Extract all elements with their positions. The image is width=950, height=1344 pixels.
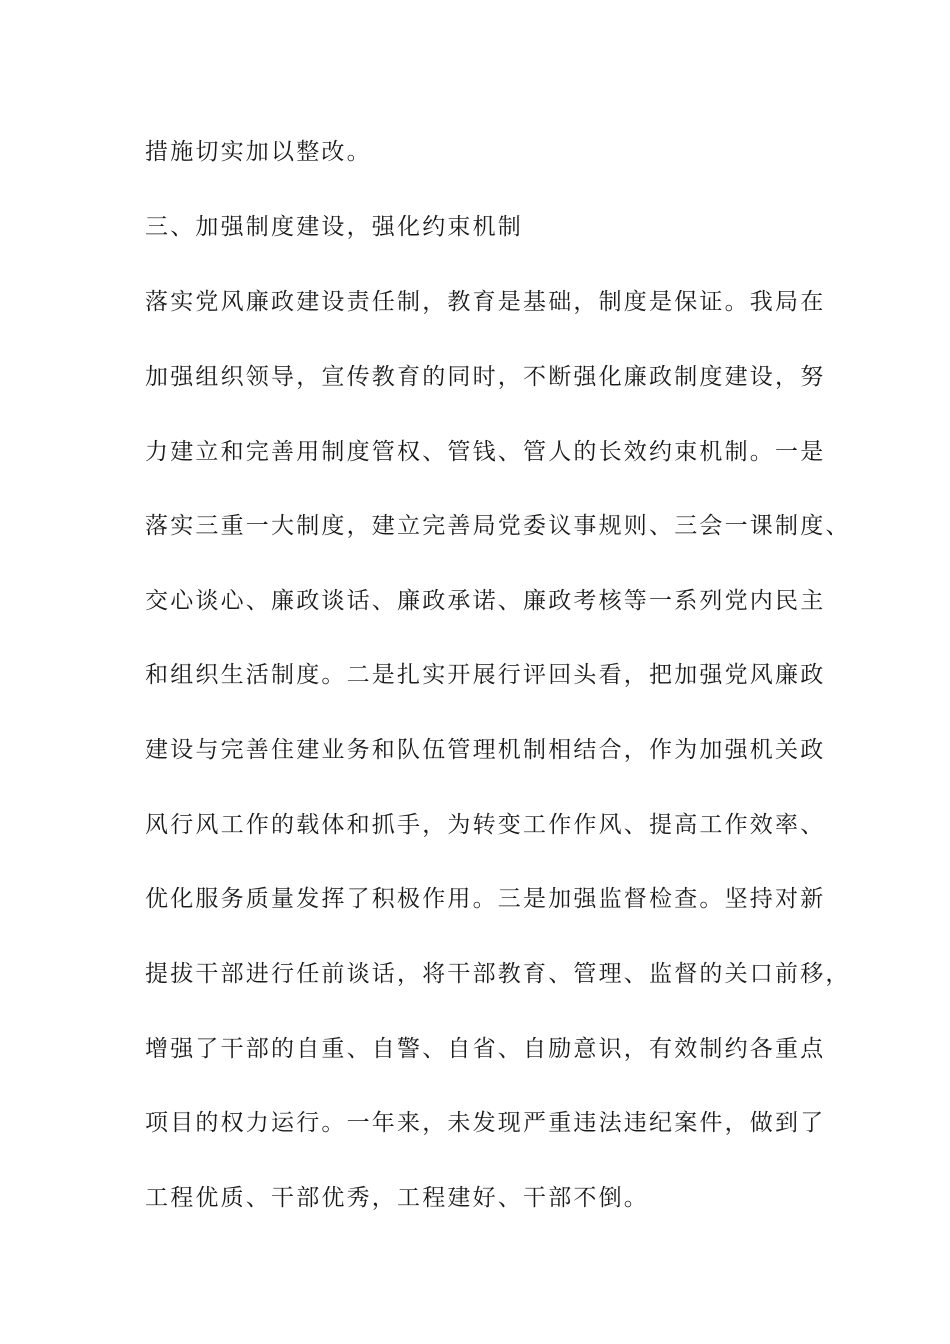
body-text-line: 优化服务质量发挥了积极作用。三是加强监督检查。坚持对新 [145,886,826,912]
body-text-line: 落实三重一大制度，建立完善局党委议事规则、三会一课制度、 [145,513,851,539]
body-text-line: 工程优质、干部优秀，工程建好、干部不倒。 [145,1185,649,1211]
body-text-line: 项目的权力运行。一年来，未发现严重违法违纪案件，做到了 [145,1110,826,1136]
body-text-line: 交心谈心、廉政谈话、廉政承诺、廉政考核等一系列党内民主 [145,588,826,614]
paragraph-continuation-line: 措施切实加以整改。 [145,139,372,165]
body-text-line: 风行风工作的载体和抓手，为转变工作作风、提高工作效率、 [145,812,826,838]
body-text-line: 增强了干部的自重、自警、自省、自励意识，有效制约各重点 [145,1036,826,1062]
body-text-line: 建设与完善住建业务和队伍管理机制相结合，作为加强机关政 [145,737,826,763]
body-text-line: 力建立和完善用制度管权、管钱、管人的长效约束机制。一是 [145,439,826,465]
body-text-line: 加强组织领导，宣传教育的同时，不断强化廉政制度建设，努 [145,364,826,390]
body-text-line: 落实党风廉政建设责任制，教育是基础，制度是保证。我局在 [145,289,826,315]
section-heading: 三、加强制度建设，强化约束机制 [145,214,523,240]
body-text-line: 和组织生活制度。二是扎实开展行评回头看，把加强党风廉政 [145,662,826,688]
body-text-line: 提拔干部进行任前谈话，将干部教育、管理、监督的关口前移， [145,961,851,987]
